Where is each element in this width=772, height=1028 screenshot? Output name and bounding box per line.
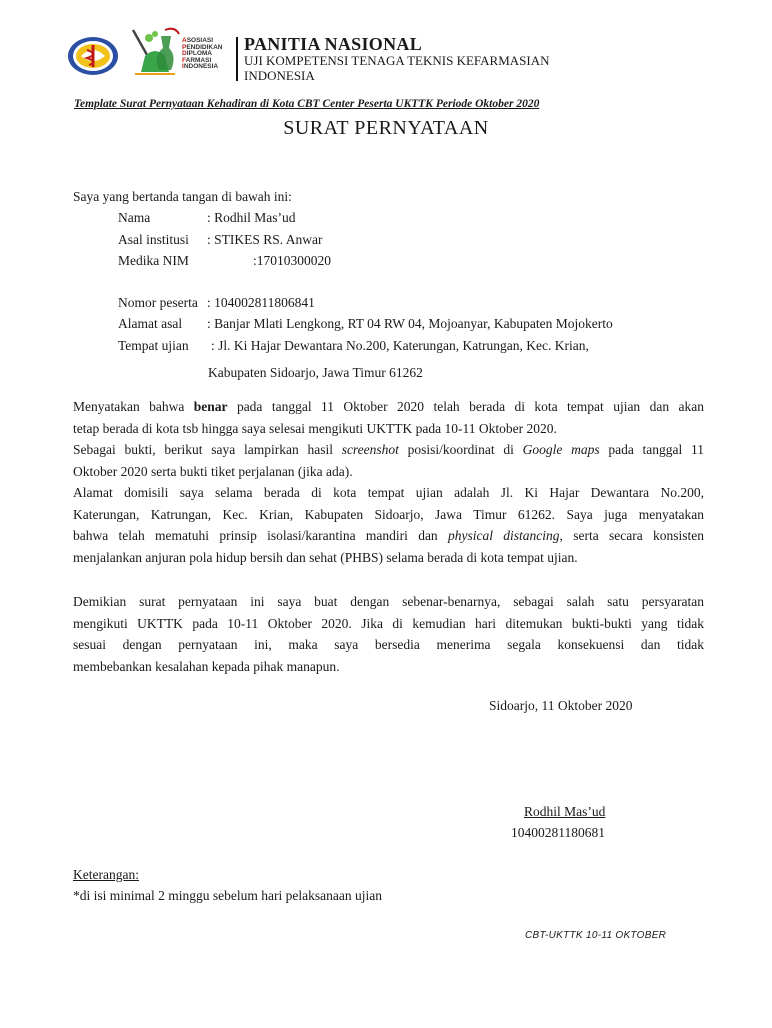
footer-code: CBT-UKTTK 10-11 OKTOBER (525, 930, 667, 941)
field-value-exam-location-cont: Kabupaten Sidoarjo, Jawa Timur 61262 (208, 365, 423, 380)
field-value-nama: : Rodhil Mas’ud (207, 210, 296, 225)
field-label-institution: Asal institusi (118, 232, 189, 247)
header-divider (236, 37, 238, 81)
field-value-nim: :17010300020 (253, 253, 332, 268)
field-label-home-address: Alamat asal (118, 316, 183, 331)
field-value-participant-number: : 104002811806841 (207, 295, 315, 310)
field-label-nim: Medika NIM (118, 253, 189, 268)
committee-subtitle: UJI KOMPETENSI TENAGA TEKNIS KEFARMASIAN INDONESIA (244, 53, 550, 83)
intro-text: Saya yang bertanda tangan di bawah ini: (73, 189, 292, 204)
pharmacy-emblem-logo (67, 36, 119, 76)
notes-text: *di isi minimal 2 minggu sebelum hari pelaksanaan ujian (73, 888, 382, 903)
field-label-participant-number: Nomor peserta (118, 295, 198, 310)
notes-label: Keterangan: (73, 867, 139, 882)
field-value-exam-location: : Jl. Ki Hajar Dewantara No.200, Katerungan, Katrungan, Kec. Krian, (211, 338, 589, 353)
document-title: SURAT PERNYATAAN (283, 117, 489, 139)
field-value-home-address: : Banjar Mlati Lengkong, RT 04 RW 04, Mojoanyar, Kabupaten Mojokerto (207, 316, 613, 331)
association-wordmark: ASOSIASI PENDIDIKAN DIPLOMA FARMASI INDONESIA (182, 37, 223, 71)
signer-id: 10400281180681 (511, 825, 605, 840)
asosiasi-flask-logo (125, 26, 183, 78)
committee-title: PANITIA NASIONAL (244, 34, 422, 54)
signer-name: Rodhil Mas’ud (524, 804, 606, 819)
field-value-institution: : STIKES RS. Anwar (207, 232, 323, 247)
field-label-exam-location: Tempat ujian (118, 338, 189, 353)
place-date: Sidoarjo, 11 Oktober 2020 (489, 698, 633, 713)
template-caption: Template Surat Pernyataan Kehadiran di Kota CBT Center Peserta UKTTK Periode Oktober 2020 (74, 98, 540, 110)
field-label-nama: Nama (118, 210, 151, 225)
statement-paragraph-1: Menyatakan bahwa benar pada tanggal 11 Oktober 2020 telah berada di kota tempat ujian dan akan tetap berada di kota tsb hingga saya selesai mengikuti UKTTK pada 10-11 Oktober 2020. Sebagai bukti, berikut saya lampirkan hasil screenshot posisi/koordinat di Google maps pada tanggal 11 Oktober 2020 serta bukti tiket perjalanan (jika ada). Alamat domisili saya selama berada di kota tempat ujian adalah Jl. Ki Hajar Dewantara No.200, Katerungan, Katrungan, Kec. Krian, Kabupaten Sidoarjo, Jawa Timur 61262. Saya juga menyatakan bahwa telah mematuhi prinsip isolasi/karantina mandiri dan physical distancing, serta secara konsisten menjalankan anjuran pola hidup bersih dan sehat (PHBS) selama berada di kota tempat ujian. (73, 399, 705, 565)
closing-paragraph: Demikian surat pernyataan ini saya buat dengan sebenar-benarnya, sebagai salah satu persyaratan mengikuti UKTTK pada 10-11 Oktober 2020. Jika di kemudian hari ditemukan bukti-bukti yang tidak sesuai dengan pernyataan ini, maka saya bersedia menerima segala konsekuensi dan tidak membebankan kesalahan kepada pihak manapun. (73, 594, 704, 674)
